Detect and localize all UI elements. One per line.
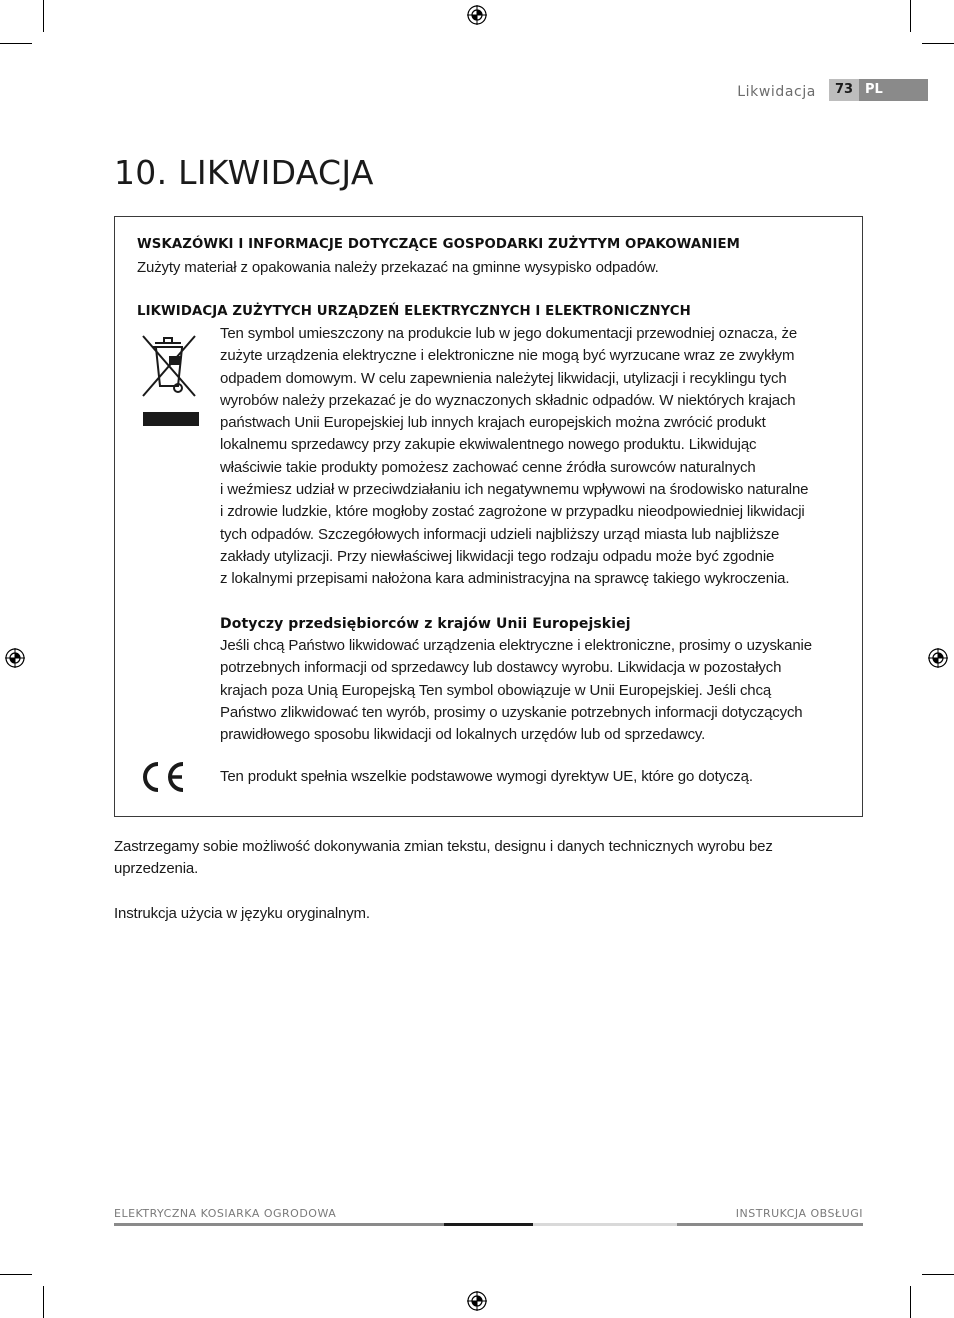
footer-rule-accent [444,1223,533,1226]
packaging-heading: WSKAZÓWKI I INFORMACJE DOTYCZĄCE GOSPODARKI ZUŻYTYM OPAKOWANIEM [137,237,741,252]
registration-mark-icon [466,4,488,26]
business-text [220,635,812,746]
footer-document-type: INSTRUKCJA OBSŁUGI [735,1207,863,1220]
footer-rule [533,1223,677,1226]
weee-text [220,323,808,591]
footer-product-name: ELEKTRYCZNA KOSIARKA OGRODOWA [114,1207,337,1220]
weee-text-line: lokalnemu sprzedawcy przy zakupie ekwiwalentnego nowego produktu. Likwidując [220,436,757,454]
crop-mark [922,1274,954,1275]
footer-rule [114,1223,444,1226]
weee-text-line: i zdrowie ludzkie, które mogłoby zostać zagrożone w przypadku nieodpowiedniej likwidacji [220,503,805,521]
running-header-section: Likwidacja [737,84,816,100]
weee-text-line: państwach Unii Europejskiej lub innych krajach europejskich można zwrócić produkt [220,414,766,432]
crop-mark [910,1286,911,1318]
page-number-badge: 73 [829,79,859,101]
registration-mark-icon [4,647,26,669]
weee-text-line: z lokalnymi przepisami nałożona kara administracyjna na sprawcę takiego wykroczenia. [220,570,790,588]
reservation-note-line: uprzedzenia. [114,860,199,878]
crop-mark [0,1274,32,1275]
weee-text-line: Ten symbol umieszczony na produkcie lub w jego dokumentacji przewodniej oznacza, że [220,325,798,342]
weee-text-line: wyrobów należy przekazać je do wyznaczonych składnic odpadów. W niektórych krajach [220,391,796,409]
business-text-line: Państwo zlikwidować ten wyrób, prosimy o uzyskanie potrzebnych informacji dotyczących [220,703,803,721]
business-text-line: krajach poza Unią Europejską Ten symbol obowiązuje w Unii Europejskiej. Jeśli chcą [220,681,772,699]
weee-text-line: zakłady utylizacji. Przy niewłaściwej likwidacji tego rodzaju odpadu może być zgodnie [220,547,775,565]
reservation-note-line: Zastrzegamy sobie możliwość dokonywania zmian tekstu, designu i danych technicznych wyrobu bez [114,838,773,855]
crossed-out-wheelie-bin-icon [137,330,199,430]
weee-text-line: tych odpadów. Szczegółowych informacji udzieli najbliższy urząd miasta lub najbliższe [220,525,780,543]
weee-text-line: odpadem domowym. W celu zapewnienia należytej likwidacji, utylizacji i recyklingu tych [220,369,787,387]
business-text-line: Jeśli chcą Państwo likwidować urządzenia elektryczne i elektroniczne, prosimy o uzyskanie [220,637,812,654]
footer-rule [677,1223,863,1226]
original-language-note: Instrukcja użycia w języku oryginalnym. [114,905,370,922]
language-badge: PL [859,79,928,101]
crop-mark [43,0,44,32]
registration-mark-icon [466,1290,488,1312]
crop-mark [910,0,911,32]
weee-text-line: zużyte urządzenia elektryczne i elektroniczne nie mogą być wyrzucane wraz ze zwykłym [220,347,795,365]
business-text-line: potrzebnych informacji od sprzedawcy lub dostawcy wyrobu. Likwidacja w pozostałych [220,659,782,677]
page-title: 10. LIKWIDACJA [114,153,374,192]
business-text-line: prawidłowego sposobu likwidacji od lokalnych urzędów lub od sprzedawcy. [220,726,706,744]
reservation-note [114,836,773,881]
weee-text-line: i weźmiesz udział w przeciwdziałaniu ich negatywnemu wpływowi na środowisko naturalne [220,481,809,499]
crop-mark [0,43,32,44]
ce-mark-icon [137,760,187,794]
business-heading: Dotyczy przedsiębiorców z krajów Unii Europejskiej [220,616,631,632]
weee-text-line: właściwie takie produkty pomożesz zachować cenne źródła surowców naturalnych [220,458,756,476]
weee-heading: LIKWIDACJA ZUŻYTYCH URZĄDZEŃ ELEKTRYCZNYCH I ELEKTRONICZNYCH [137,304,691,319]
registration-mark-icon [927,647,949,669]
packaging-text: Zużyty materiał z opakowania należy przekazać na gminne wysypisko odpadów. [137,259,659,276]
crop-mark [922,43,954,44]
ce-text: Ten produkt spełnia wszelkie podstawowe wymogi dyrektyw UE, które go dotyczą. [220,768,753,785]
crop-mark [43,1286,44,1318]
